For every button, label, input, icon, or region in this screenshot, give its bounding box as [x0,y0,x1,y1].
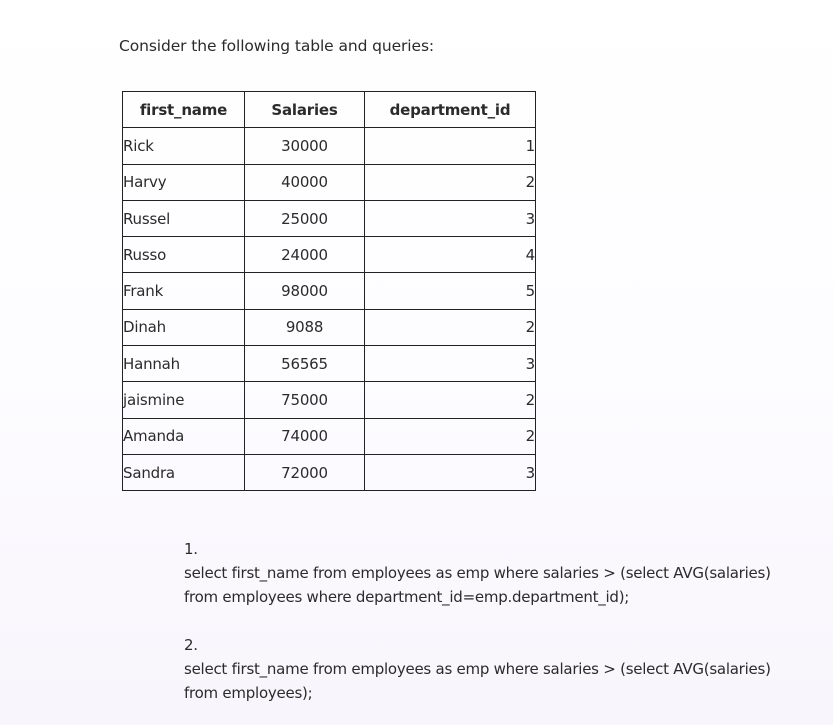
cell-department-id: 3 [365,346,536,382]
cell-department-id: 3 [365,454,536,490]
table-row [123,382,536,418]
query-item [184,633,804,705]
cell-salary: 9088 [245,309,365,345]
cell-first-name: Sandra [123,454,245,490]
table-row [123,273,536,309]
cell-first-name: Dinah [123,309,245,345]
cell-first-name: jaismine [123,382,245,418]
cell-salary: 72000 [245,454,365,490]
cell-department-id: 2 [365,164,536,200]
cell-first-name: Amanda [123,418,245,454]
header-salaries: Salaries [245,92,365,128]
cell-salary: 24000 [245,237,365,273]
header-first-name: first_name [123,92,245,128]
table-row [123,309,536,345]
cell-salary: 74000 [245,418,365,454]
intro-text: Consider the following table and queries: [119,37,435,55]
query-number: 2. [184,636,198,654]
cell-salary: 98000 [245,273,365,309]
cell-department-id: 4 [365,237,536,273]
query-line: from employees where department_id=emp.department_id); [184,588,630,606]
table-header-row [123,92,536,128]
table-row [123,454,536,490]
cell-department-id: 1 [365,128,536,164]
query-list [184,537,804,705]
table-row [123,164,536,200]
cell-department-id: 2 [365,382,536,418]
query-line: from employees); [184,684,313,702]
query-line: select first_name from employees as emp where salaries > (select AVG(salaries) [184,564,771,582]
cell-first-name: Frank [123,273,245,309]
cell-salary: 75000 [245,382,365,418]
cell-first-name: Russel [123,200,245,236]
cell-department-id: 5 [365,273,536,309]
table-row [123,237,536,273]
cell-first-name: Hannah [123,346,245,382]
cell-department-id: 2 [365,418,536,454]
cell-salary: 56565 [245,346,365,382]
table-row [123,200,536,236]
employees-table [122,91,536,491]
cell-salary: 40000 [245,164,365,200]
cell-salary: 30000 [245,128,365,164]
cell-department-id: 3 [365,200,536,236]
cell-first-name: Rick [123,128,245,164]
query-item [184,537,804,609]
cell-salary: 25000 [245,200,365,236]
cell-first-name: Harvy [123,164,245,200]
cell-first-name: Russo [123,237,245,273]
header-department-id: department_id [365,92,536,128]
query-line: select first_name from employees as emp where salaries > (select AVG(salaries) [184,660,771,678]
table-row [123,128,536,164]
query-number: 1. [184,540,198,558]
cell-department-id: 2 [365,309,536,345]
table-row [123,418,536,454]
table-row [123,346,536,382]
